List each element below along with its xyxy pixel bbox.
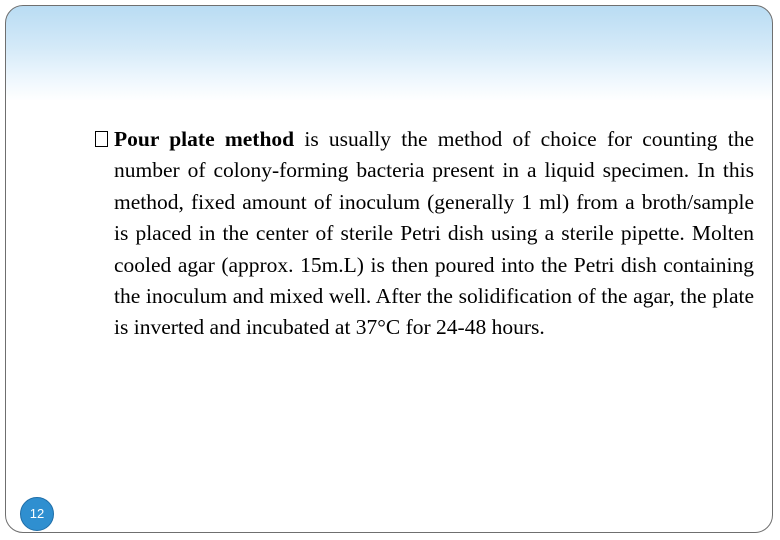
paragraph-text: is usually the method of choice for counting the number of colony-forming bacteria present in a liquid specimen. In this method, fixed amount of inoculum (generally 1 ml) from a broth/sample is placed in the center of sterile Petri dish using a sterile pipette. Molten cooled agar (approx. 15m.L) is then poured into the Petri dish containing the inoculum and mixed well. After the solidification of the agar, the plate is inverted and incubated at 37°C for 24-48 hours. xyxy=(114,127,754,340)
slide xyxy=(5,5,773,533)
body-paragraph xyxy=(92,124,754,344)
bold-lead-term: Pour plate method xyxy=(114,127,295,151)
page-number-badge: 12 xyxy=(20,497,54,531)
square-bullet-icon xyxy=(92,129,112,149)
